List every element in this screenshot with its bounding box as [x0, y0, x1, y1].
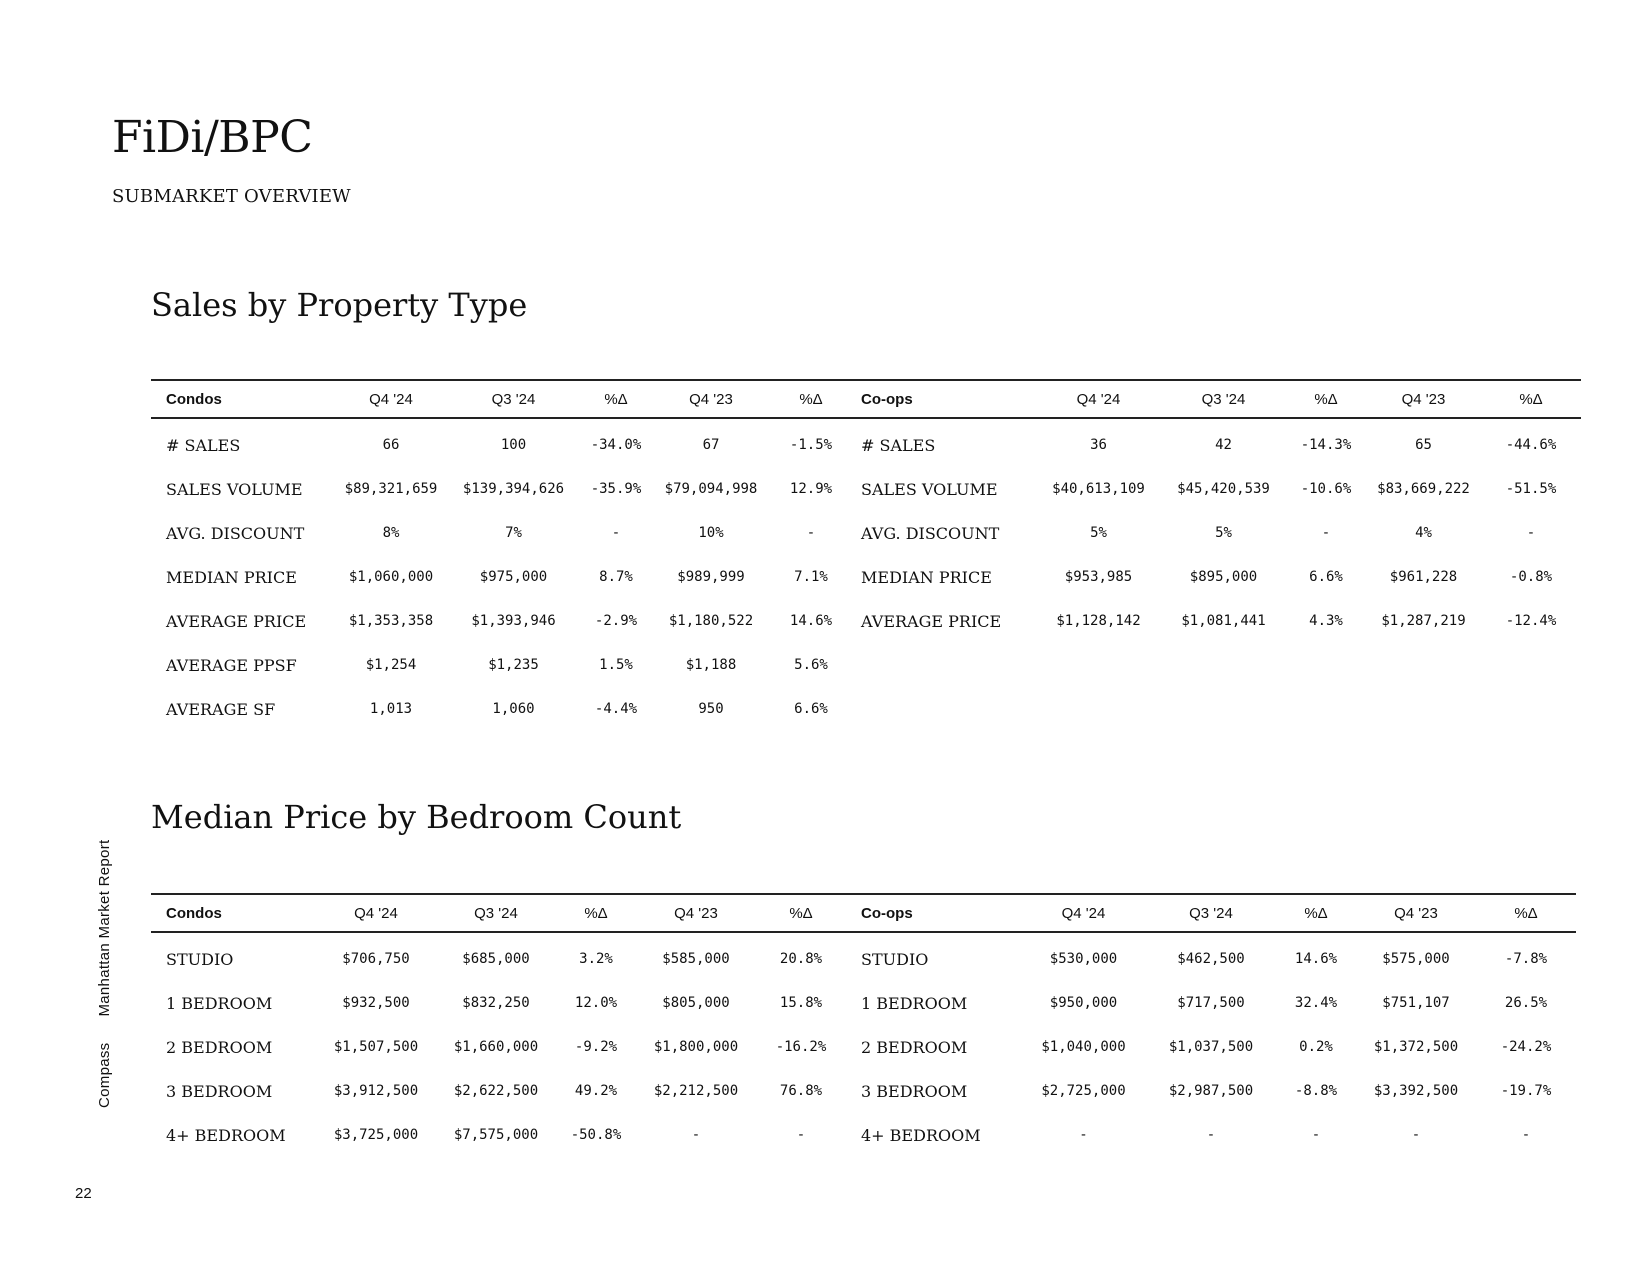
table-cell: -14.3% [1300, 437, 1352, 453]
row-label: 2 BEDROOM [166, 1037, 273, 1057]
table-cell: 36 [1090, 437, 1107, 453]
table-cell: -10.6% [1300, 481, 1352, 497]
table-cell: 67 [702, 437, 720, 453]
table-cell: -7.8% [1504, 951, 1548, 967]
table-cell: $1,060,000 [348, 569, 434, 585]
table-cell: -9.2% [574, 1039, 618, 1055]
table-type-header: Co-ops [846, 380, 1036, 418]
column-header: %Δ [1481, 380, 1581, 418]
table-cell: $685,000 [462, 951, 530, 967]
table-cell: $40,613,109 [1052, 481, 1145, 497]
row-label: AVG. DISCOUNT [861, 523, 1000, 543]
table-cell: $1,180,522 [668, 613, 754, 629]
row-label: # SALES [166, 435, 241, 455]
table-cell: - [806, 525, 816, 541]
row-label: AVERAGE SF [166, 699, 276, 719]
column-header: Q3 '24 [451, 380, 576, 418]
table-cell: - [1321, 525, 1331, 541]
table-cell: 1,013 [369, 701, 413, 717]
table-cell: -44.6% [1505, 437, 1557, 453]
table-cell: 5.6% [794, 657, 828, 673]
table-cell: 5% [1215, 525, 1232, 541]
row-label: MEDIAN PRICE [166, 567, 297, 587]
table-cell: $45,420,539 [1177, 481, 1270, 497]
table-cell: $1,800,000 [653, 1039, 739, 1055]
table-row [151, 511, 856, 555]
table-cell: $585,000 [662, 951, 730, 967]
table-cell: 4.3% [1309, 613, 1343, 629]
table-row [151, 467, 856, 511]
column-header: Q4 '23 [636, 894, 756, 932]
table-cell: 5% [1090, 525, 1107, 541]
sales-table-coops [846, 379, 1581, 643]
row-label: 2 BEDROOM [861, 1037, 968, 1057]
table-cell: $717,500 [1177, 995, 1245, 1011]
table-cell: 20.8% [779, 951, 823, 967]
table-row [846, 1025, 1576, 1069]
table-cell: $950,000 [1049, 995, 1118, 1011]
row-label: STUDIO [861, 949, 929, 969]
table-row [151, 687, 856, 731]
table-cell: 14.6% [789, 613, 833, 629]
column-header: Q4 '24 [316, 894, 436, 932]
bedroom-table-coops [846, 893, 1576, 1157]
table-row [151, 555, 856, 599]
table-row [846, 1113, 1576, 1157]
row-label: 1 BEDROOM [861, 993, 968, 1013]
row-label: STUDIO [166, 949, 234, 969]
table-cell: - [1521, 1127, 1531, 1143]
table-cell: 7.1% [794, 569, 828, 585]
table-cell: 1,060 [492, 701, 535, 717]
table-cell: -35.9% [590, 481, 642, 497]
row-label: 4+ BEDROOM [166, 1125, 286, 1145]
table-cell: $2,212,500 [653, 1083, 739, 1099]
sales-table-condos [151, 379, 856, 731]
table-cell: $2,725,000 [1041, 1083, 1126, 1099]
table-cell: -50.8% [570, 1127, 622, 1143]
table-cell: $3,912,500 [333, 1083, 419, 1099]
table-cell: $706,750 [342, 951, 410, 967]
row-label: AVG. DISCOUNT [166, 523, 305, 543]
table-cell: $1,372,500 [1373, 1039, 1459, 1055]
side-brand-text: Compass [96, 1042, 113, 1108]
column-header: %Δ [756, 894, 846, 932]
table-cell: 950 [698, 701, 724, 717]
table-cell: - [796, 1127, 806, 1143]
table-row [846, 418, 1581, 467]
table-cell: 49.2% [574, 1083, 618, 1099]
table-cell: $530,000 [1049, 951, 1118, 967]
table-cell: 65 [1415, 437, 1432, 453]
table-cell: -0.8% [1509, 569, 1553, 585]
row-label: # SALES [861, 435, 936, 455]
table-cell: $79,094,998 [664, 481, 758, 497]
table-cell: $1,393,946 [471, 613, 556, 629]
side-report-text: Manhattan Market Report [96, 839, 113, 1017]
table-cell: $462,500 [1177, 951, 1245, 967]
table-row [846, 932, 1576, 981]
page-number: 22 [75, 1185, 92, 1202]
column-header: Q4 '23 [1356, 894, 1476, 932]
table-cell: 12.9% [789, 481, 833, 497]
table-row [846, 981, 1576, 1025]
section-title-sales-by-property-type: Sales by Property Type [151, 286, 528, 324]
table-cell: $3,392,500 [1373, 1083, 1459, 1099]
column-header: %Δ [576, 380, 656, 418]
table-header-row [151, 894, 846, 932]
table-type-header: Condos [151, 380, 331, 418]
section-title-median-price-by-bedroom: Median Price by Bedroom Count [151, 798, 682, 836]
table-cell: $83,669,222 [1377, 481, 1470, 497]
table-cell: 32.4% [1294, 995, 1338, 1011]
table-cell: $2,987,500 [1168, 1083, 1254, 1099]
table-cell: 6.6% [794, 701, 828, 717]
table-cell: $932,500 [342, 995, 410, 1011]
table-cell: 4% [1415, 525, 1432, 541]
table-row [151, 599, 856, 643]
table-cell: 8.7% [599, 569, 633, 585]
table-cell: 1.5% [599, 657, 633, 673]
table-cell: $1,128,142 [1056, 613, 1141, 629]
table-cell: -16.2% [775, 1039, 827, 1055]
table-cell: $953,985 [1064, 569, 1133, 585]
table-cell: $1,353,358 [348, 613, 434, 629]
table-cell: $1,287,219 [1381, 613, 1466, 629]
table-cell: $989,999 [677, 569, 745, 585]
table-cell: 66 [382, 437, 400, 453]
table-cell: $7,575,000 [453, 1127, 539, 1143]
row-label: SALES VOLUME [861, 479, 998, 499]
table-row [151, 1069, 846, 1113]
table-row [151, 418, 856, 467]
table-row [151, 643, 856, 687]
column-header: %Δ [1276, 894, 1356, 932]
table-cell: 3.2% [579, 951, 613, 967]
column-header: %Δ [1476, 894, 1576, 932]
page-subtitle: SUBMARKET OVERVIEW [112, 186, 351, 207]
table-cell: - [691, 1127, 701, 1143]
column-header: Q3 '24 [436, 894, 556, 932]
table-cell: -2.9% [594, 613, 638, 629]
table-cell: 14.6% [1294, 951, 1338, 967]
table-cell: 10% [698, 525, 724, 541]
table-cell: $575,000 [1382, 951, 1450, 967]
table-row [151, 932, 846, 981]
table-cell: $805,000 [662, 995, 730, 1011]
table-cell: -24.2% [1500, 1039, 1552, 1055]
table-header-row [846, 894, 1576, 932]
table-cell: 76.8% [779, 1083, 823, 1099]
table-cell: $1,235 [488, 657, 539, 673]
table-cell: $1,037,500 [1168, 1039, 1254, 1055]
column-header: Q4 '23 [656, 380, 766, 418]
table-cell: - [611, 525, 621, 541]
table-header-row [151, 380, 856, 418]
table-type-header: Condos [151, 894, 316, 932]
table-cell: $895,000 [1189, 569, 1258, 585]
column-header: Q4 '24 [331, 380, 451, 418]
table-cell: -4.4% [594, 701, 638, 717]
table-cell: -8.8% [1294, 1083, 1338, 1099]
table-row [846, 467, 1581, 511]
column-header: Q3 '24 [1146, 894, 1276, 932]
table-row [151, 981, 846, 1025]
table-cell: $1,507,500 [333, 1039, 419, 1055]
table-cell: $1,660,000 [453, 1039, 539, 1055]
row-label: SALES VOLUME [166, 479, 303, 499]
table-cell: 12.0% [574, 995, 618, 1011]
column-header: %Δ [556, 894, 636, 932]
table-cell: $1,254 [365, 657, 417, 673]
table-cell: - [1079, 1127, 1088, 1143]
table-cell: -34.0% [590, 437, 642, 453]
table-cell: -1.5% [789, 437, 833, 453]
side-report-label [96, 840, 113, 1108]
bedroom-table-condos [151, 893, 846, 1157]
table-cell: 6.6% [1309, 569, 1343, 585]
table-cell: $832,250 [462, 995, 530, 1011]
table-cell: 42 [1215, 437, 1232, 453]
table-type-header: Co-ops [846, 894, 1021, 932]
row-label: 4+ BEDROOM [861, 1125, 981, 1145]
row-label: MEDIAN PRICE [861, 567, 992, 587]
row-label: 3 BEDROOM [166, 1081, 273, 1101]
table-cell: - [1411, 1127, 1421, 1143]
table-cell: -19.7% [1500, 1083, 1552, 1099]
column-header: Q4 '24 [1036, 380, 1161, 418]
table-cell: $1,081,441 [1181, 613, 1266, 629]
row-label: AVERAGE PRICE [166, 611, 307, 631]
table-cell: 100 [500, 437, 527, 453]
column-header: %Δ [1286, 380, 1366, 418]
table-cell: $139,394,626 [462, 481, 565, 497]
table-cell: - [1206, 1127, 1216, 1143]
column-header: Q3 '24 [1161, 380, 1286, 418]
table-row [151, 1025, 846, 1069]
table-cell: -12.4% [1505, 613, 1557, 629]
table-row [846, 1069, 1576, 1113]
table-cell: $2,622,500 [453, 1083, 539, 1099]
column-header: Q4 '24 [1021, 894, 1146, 932]
table-cell: -51.5% [1505, 481, 1557, 497]
row-label: AVERAGE PRICE [861, 611, 1002, 631]
table-cell: - [1526, 525, 1536, 541]
column-header: Q4 '23 [1366, 380, 1481, 418]
table-cell: $751,107 [1382, 995, 1450, 1011]
table-cell: 26.5% [1504, 995, 1548, 1011]
table-row [846, 511, 1581, 555]
table-row [151, 1113, 846, 1157]
table-cell: 8% [382, 525, 400, 541]
table-cell: 7% [505, 525, 522, 541]
column-header: %Δ [766, 380, 856, 418]
table-cell: $89,321,659 [344, 481, 438, 497]
table-cell: 0.2% [1299, 1039, 1333, 1055]
table-cell: 15.8% [779, 995, 823, 1011]
table-cell: $1,040,000 [1041, 1039, 1126, 1055]
table-cell: - [1311, 1127, 1321, 1143]
table-row [846, 599, 1581, 643]
table-cell: $961,228 [1389, 569, 1458, 585]
table-cell: $3,725,000 [333, 1127, 419, 1143]
table-cell: $1,188 [685, 657, 737, 673]
table-header-row [846, 380, 1581, 418]
page-title: FiDi/BPC [112, 112, 313, 163]
table-row [846, 555, 1581, 599]
row-label: 3 BEDROOM [861, 1081, 968, 1101]
table-cell: $975,000 [479, 569, 548, 585]
row-label: 1 BEDROOM [166, 993, 273, 1013]
row-label: AVERAGE PPSF [166, 655, 297, 675]
